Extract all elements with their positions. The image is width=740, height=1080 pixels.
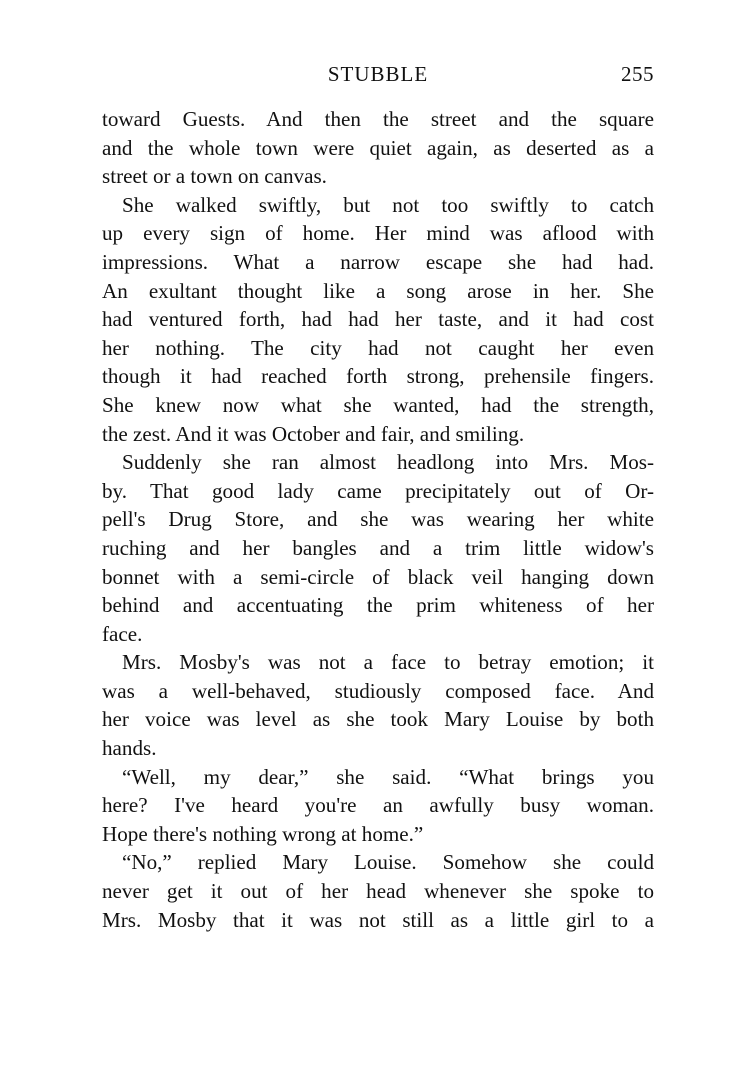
running-head: STUBBLE — [327, 62, 429, 86]
text-line: up every sign of home. Her mind was aflood with — [102, 221, 654, 246]
text-line: never get it out of her head whenever she spoke to — [102, 879, 654, 904]
text-line: She walked swiftly, but not too swiftly to catch — [122, 192, 654, 217]
text-line: was a well-behaved, studiously composed face. And — [102, 678, 654, 703]
text-line: the zest. And it was October and fair, and smiling. — [102, 421, 525, 446]
text-line: and the whole town were quiet again, as deserted as a — [102, 135, 654, 160]
text-line: here? I've heard you're an awfully busy woman. — [102, 793, 654, 818]
text-line: her voice was level as she took Mary Louise by both — [102, 707, 654, 732]
text-line: hands. — [102, 736, 157, 761]
text-line: Mrs. Mosby that it was not still as a little girl to a — [102, 907, 654, 932]
page-number: 255 — [621, 62, 654, 86]
text-line: pell's Drug Store, and she was wearing her white — [102, 507, 654, 532]
text-line: impressions. What a narrow escape she had had. — [102, 249, 654, 274]
text-line: though it had reached forth strong, prehensile fingers. — [102, 364, 654, 389]
text-line: “Well, my dear,” she said. “What brings you — [122, 764, 654, 789]
text-line: An exultant thought like a song arose in her. She — [102, 278, 654, 303]
text-line: ruching and her bangles and a trim little widow's — [102, 535, 654, 560]
text-line: face. — [102, 621, 143, 646]
text-line: bonnet with a semi-circle of black veil hanging down — [102, 564, 654, 589]
text-line: Hope there's nothing wrong at home.” — [102, 821, 424, 846]
text-line: street or a town on canvas. — [102, 164, 327, 189]
text-line: had ventured forth, had had her taste, and it had cost — [102, 307, 654, 332]
body-text — [102, 105, 654, 934]
text-line: “No,” replied Mary Louise. Somehow she could — [122, 850, 654, 875]
text-line: her nothing. The city had not caught her even — [102, 335, 654, 360]
text-line: by. That good lady came precipitately out of Or- — [102, 478, 654, 503]
text-line: behind and accentuating the prim whiteness of her — [102, 593, 654, 618]
text-line: She knew now what she wanted, had the strength, — [102, 392, 654, 417]
text-line: Suddenly she ran almost headlong into Mrs. Mos- — [122, 450, 654, 475]
page-header — [102, 62, 654, 92]
text-line: toward Guests. And then the street and the square — [102, 107, 654, 131]
text-line: Mrs. Mosby's was not a face to betray emotion; it — [122, 650, 654, 675]
